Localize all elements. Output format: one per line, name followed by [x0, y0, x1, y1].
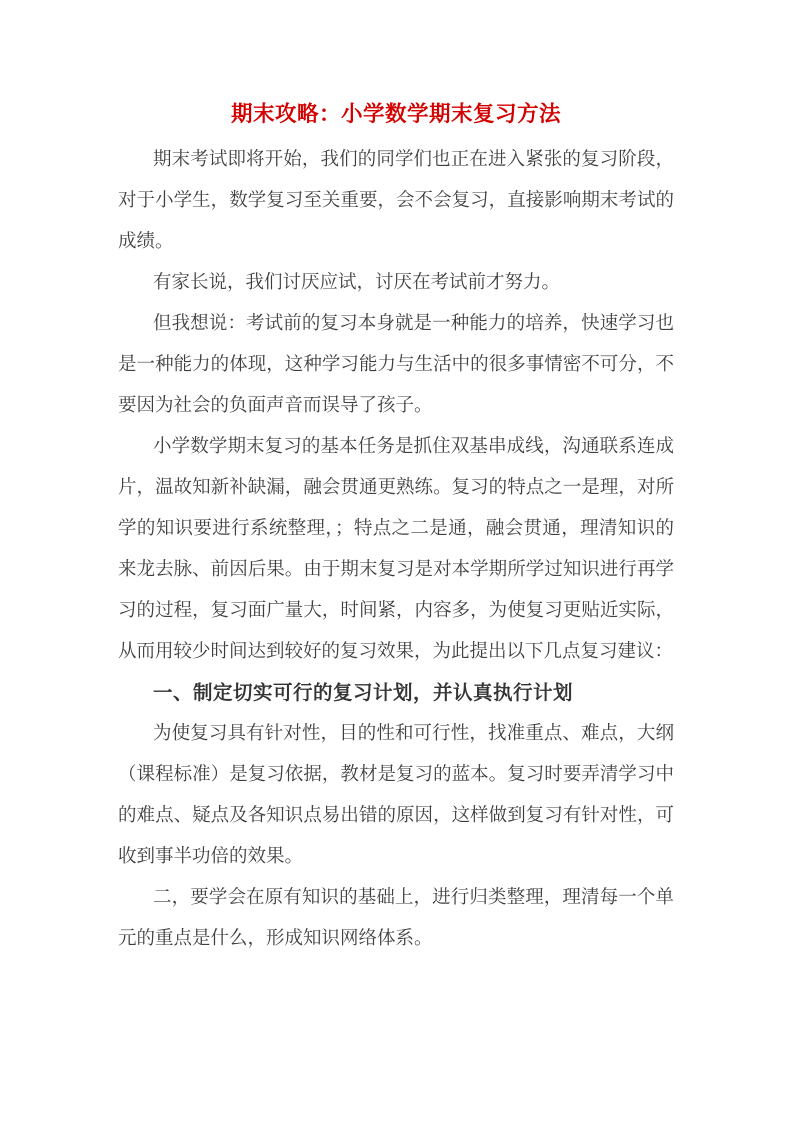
document-title: 期末攻略：小学数学期末复习方法: [230, 102, 561, 126]
paragraph-intro: 期末考试即将开始，我们的同学们也正在进入紧张的复习阶段，对于小学生，数学复习至关重要，会不会复习，直接影响期末考试的成绩。: [118, 150, 674, 252]
paragraph-point-two: 二，要学会在原有知识的基础上，进行归类整理，理清每一个单元的重点是什么，形成知识网络体系。: [118, 888, 674, 949]
section-heading-plan: 一、制定切实可行的复习计划，并认真执行计划: [153, 683, 574, 704]
paragraph-parent-quote: 有家长说，我们讨厌应试，讨厌在考试前才努力。: [153, 273, 561, 293]
paragraph-plan-detail: 为使复习具有针对性，目的性和可行性，找准重点、难点，大纲（课程标准）是复习依据，教材是复习的蓝本。复习时要弄清学习中的难点、疑点及各知识点易出错的原因，这样做到复习有针对性，可收到事半功倍的效果。: [118, 724, 674, 867]
paragraph-author-opinion: 但我想说：考试前的复习本身就是一种能力的培养，快速学习也是一种能力的体现，这种学习能力与生活中的很多事情密不可分，不要因为社会的负面声音而误导了孩子。: [118, 314, 674, 416]
paragraph-review-tasks: 小学数学期末复习的基本任务是抓住双基串成线，沟通联系连成片，温故知新补缺漏，融会贯通更熟练。复习的特点之一是理，对所学的知识要进行系统整理，；特点之二是通，融会贯通，理清知识的来龙去脉、前因后果。由于期末复习是对本学期所学过知识进行再学习的过程，复习面广量大，时间紧，内容多，为使复习更贴近实际，从而用较少时间达到较好的复习效果，为此提出以下几点复习建议：: [118, 437, 674, 662]
